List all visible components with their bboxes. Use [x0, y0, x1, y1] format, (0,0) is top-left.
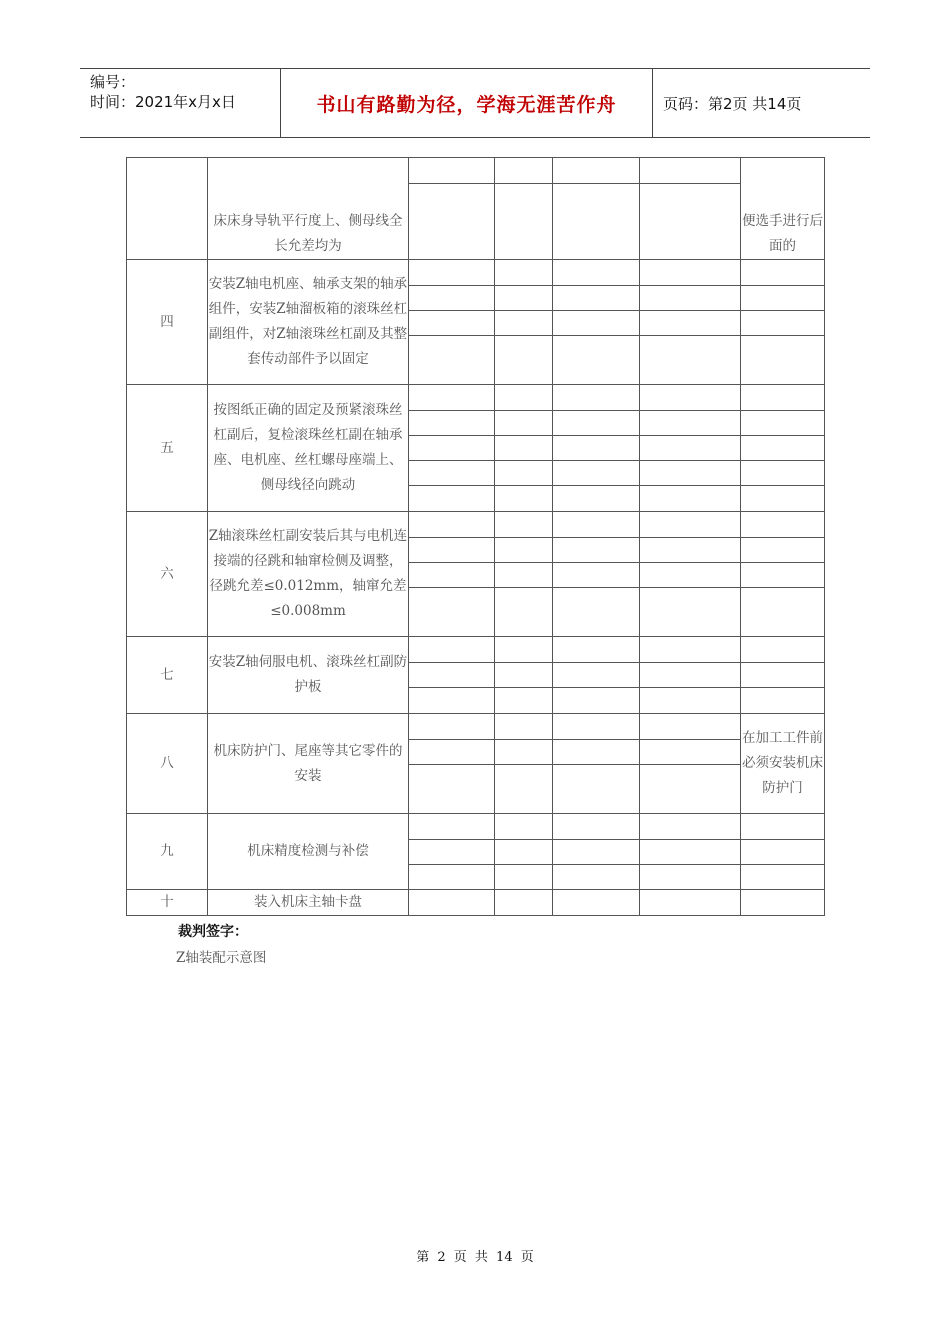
table-cell — [640, 311, 741, 336]
table-cell — [741, 260, 825, 286]
referee-signature-label: 裁判签字： — [178, 924, 248, 940]
table-cell — [409, 563, 495, 588]
table-cell — [409, 765, 495, 814]
table-cell — [553, 663, 640, 688]
table-cell — [409, 865, 495, 890]
table-cell — [495, 486, 553, 512]
table-cell — [409, 260, 495, 286]
table-cell — [495, 461, 553, 486]
step-number: 十 — [127, 890, 208, 916]
table-cell — [553, 184, 640, 260]
table-cell — [409, 411, 495, 436]
table-cell — [553, 436, 640, 461]
table-cell — [553, 588, 640, 637]
table-cell — [553, 740, 640, 765]
table-cell — [553, 840, 640, 865]
page-footer: 第 2 页 共 14 页 — [416, 1250, 534, 1265]
table-cell — [495, 865, 553, 890]
table-cell — [741, 411, 825, 436]
table-cell — [495, 260, 553, 286]
step-description: 机床精度检测与补偿 — [208, 814, 409, 890]
step-number: 七 — [127, 637, 208, 714]
table-cell — [495, 740, 553, 765]
table-cell — [553, 637, 640, 663]
document-number: 编号： — [90, 73, 136, 91]
table-cell — [409, 890, 495, 916]
table-cell — [409, 461, 495, 486]
table-cell — [741, 840, 825, 865]
table-cell — [640, 385, 741, 411]
table-cell — [640, 486, 741, 512]
table-cell — [640, 286, 741, 311]
table-cell — [409, 840, 495, 865]
table-cell — [640, 436, 741, 461]
table-cell — [409, 336, 495, 385]
page-header — [80, 68, 870, 138]
step-description: 安装Z轴伺服电机、滚珠丝杠副防护板 — [208, 637, 409, 714]
table-row — [127, 890, 825, 916]
table-cell — [409, 512, 495, 538]
table-cell — [741, 563, 825, 588]
step-note: 在加工工件前必须安装机床防护门 — [741, 714, 825, 814]
document-date: 时间：2021年x月x日 — [90, 93, 236, 111]
table-cell — [741, 890, 825, 916]
table-cell — [553, 461, 640, 486]
table-cell — [409, 637, 495, 663]
table-cell — [409, 286, 495, 311]
step-description: 按图纸正确的固定及预紧滚珠丝杠副后，复检滚珠丝杠副在轴承座、电机座、丝杠螺母座端上、侧母线径向跳动 — [208, 385, 409, 512]
table-row — [127, 814, 825, 840]
table-cell — [495, 663, 553, 688]
table-cell — [640, 814, 741, 840]
step-number — [127, 158, 208, 260]
step-description: 床床身导轨平行度上、侧母线全长允差均为 — [208, 158, 409, 260]
table-cell — [553, 512, 640, 538]
table-cell — [553, 814, 640, 840]
table-cell — [409, 184, 495, 260]
table-cell — [640, 663, 741, 688]
table-cell — [553, 286, 640, 311]
table-cell — [741, 436, 825, 461]
table-cell — [553, 486, 640, 512]
table-cell — [640, 336, 741, 385]
table-row — [127, 637, 825, 663]
table-cell — [741, 865, 825, 890]
step-number: 六 — [127, 512, 208, 637]
table-cell — [495, 637, 553, 663]
step-number: 九 — [127, 814, 208, 890]
header-page-info: 页码：第2页 共14页 — [663, 94, 802, 113]
table-cell — [640, 890, 741, 916]
table-cell — [409, 688, 495, 714]
table-cell — [553, 890, 640, 916]
table-cell — [495, 184, 553, 260]
step-number: 八 — [127, 714, 208, 814]
table-cell — [553, 563, 640, 588]
table-cell — [741, 814, 825, 840]
table-cell — [640, 538, 741, 563]
table-cell — [640, 765, 741, 814]
header-meta — [80, 69, 281, 137]
table-cell — [553, 158, 640, 184]
table-cell — [495, 588, 553, 637]
table-cell — [741, 486, 825, 512]
table-cell — [495, 411, 553, 436]
assembly-steps-table — [126, 157, 825, 916]
table-cell — [409, 714, 495, 740]
table-cell — [495, 385, 553, 411]
table-cell — [409, 538, 495, 563]
table-row — [127, 158, 825, 184]
table-cell — [640, 637, 741, 663]
step-number: 五 — [127, 385, 208, 512]
table-cell — [741, 512, 825, 538]
table-cell — [741, 637, 825, 663]
step-description: 安装Z轴电机座、轴承支架的轴承组件，安装Z轴溜板箱的滚珠丝杠副组件，对Z轴滚珠丝杠副及其整套传动部件予以固定 — [208, 260, 409, 385]
table-cell — [640, 740, 741, 765]
table-cell — [409, 486, 495, 512]
table-cell — [495, 688, 553, 714]
header-motto: 书山有路勤为径，学海无涯苦作舟 — [316, 93, 617, 116]
table-cell — [409, 588, 495, 637]
table-cell — [640, 588, 741, 637]
table-cell — [553, 336, 640, 385]
table-cell — [553, 538, 640, 563]
table-cell — [640, 461, 741, 486]
table-cell — [495, 286, 553, 311]
table-cell — [495, 814, 553, 840]
table-cell — [741, 286, 825, 311]
table-cell — [741, 461, 825, 486]
table-cell — [640, 260, 741, 286]
table-cell — [495, 336, 553, 385]
table-cell — [495, 311, 553, 336]
table-cell — [741, 588, 825, 637]
table-cell — [741, 538, 825, 563]
table-cell — [553, 865, 640, 890]
table-cell — [553, 260, 640, 286]
table-cell — [640, 411, 741, 436]
table-cell — [409, 740, 495, 765]
table-cell — [495, 563, 553, 588]
table-cell — [495, 158, 553, 184]
table-cell — [409, 814, 495, 840]
table-cell — [553, 688, 640, 714]
table-row — [127, 714, 825, 740]
table-cell — [640, 158, 741, 184]
table-row — [127, 260, 825, 286]
header-motto-cell — [281, 69, 653, 137]
table-cell — [553, 411, 640, 436]
step-number: 四 — [127, 260, 208, 385]
table-cell — [640, 512, 741, 538]
table-cell — [741, 336, 825, 385]
table-cell — [741, 663, 825, 688]
diagram-caption: Z轴装配示意图 — [176, 950, 267, 966]
table-cell — [409, 663, 495, 688]
step-description: 机床防护门、尾座等其它零件的安装 — [208, 714, 409, 814]
table-cell — [495, 765, 553, 814]
table-cell — [741, 311, 825, 336]
table-row — [127, 385, 825, 411]
table-cell — [741, 385, 825, 411]
table-cell — [495, 840, 553, 865]
table-cell — [495, 890, 553, 916]
table-cell — [553, 765, 640, 814]
table-cell — [409, 436, 495, 461]
table-cell — [553, 311, 640, 336]
step-description: 装入机床主轴卡盘 — [208, 890, 409, 916]
step-note: 便选手进行后面的 — [741, 158, 825, 260]
table-cell — [553, 714, 640, 740]
table-cell — [640, 840, 741, 865]
table-cell — [495, 714, 553, 740]
table-cell — [640, 865, 741, 890]
table-cell — [553, 385, 640, 411]
table-cell — [409, 311, 495, 336]
table-cell — [741, 688, 825, 714]
table-row — [127, 512, 825, 538]
table-cell — [495, 436, 553, 461]
table-cell — [409, 158, 495, 184]
table-cell — [640, 563, 741, 588]
step-description: Z轴滚珠丝杠副安装后其与电机连接端的径跳和轴窜检侧及调整，径跳允差≤0.012mm，轴窜允差≤0.008mm — [208, 512, 409, 637]
table-cell — [640, 714, 741, 740]
table-cell — [495, 512, 553, 538]
table-cell — [640, 688, 741, 714]
table-cell — [495, 538, 553, 563]
table-cell — [640, 184, 741, 260]
table-cell — [409, 385, 495, 411]
